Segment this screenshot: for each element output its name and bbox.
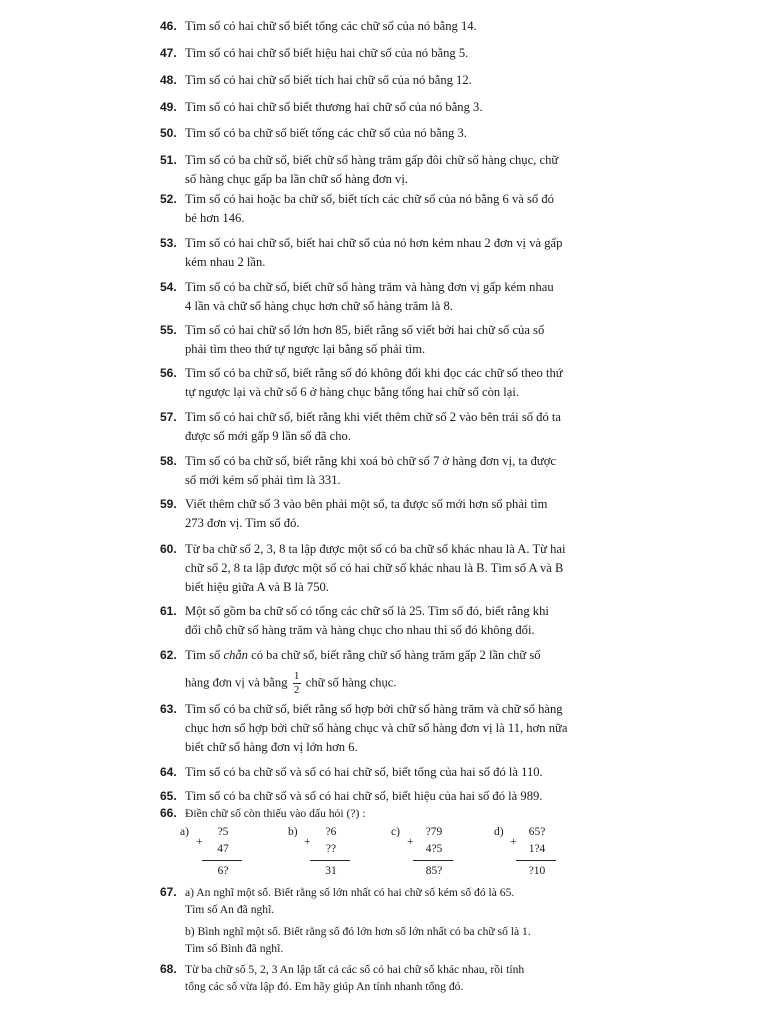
problem-text xyxy=(185,408,615,446)
problem-60 xyxy=(160,540,615,597)
sum-line xyxy=(310,860,350,861)
sum-result: ?10 xyxy=(528,865,546,877)
text-line: tổng các số vừa lập đó. Em hãy giúp An tính nhanh tổng đó. xyxy=(185,980,464,993)
problem-text: Tìm số có hai chữ số biết thương hai chữ số của nó bằng 3. xyxy=(185,100,483,114)
problem-text xyxy=(185,961,615,995)
addend-top: ?5 xyxy=(217,826,229,838)
text-line: Tìm số có ba chữ số, biết rằng số hợp bởi chữ số hàng trăm và chữ số hàng xyxy=(185,702,563,716)
problem-number: 53. xyxy=(160,236,177,250)
problem-text xyxy=(185,278,615,316)
sum-line xyxy=(202,860,242,861)
text-line: biết hiệu giữa A và B là 750. xyxy=(185,580,329,594)
problem-55 xyxy=(160,321,615,359)
problem-text: Tìm số có ba chữ số và số có hai chữ số, biết hiệu của hai số đó là 989. xyxy=(185,789,543,803)
problem-61 xyxy=(160,602,615,640)
text-line: Tìm số có hai chữ số, biết hai chữ số của nó hơn kém nhau 2 đơn vị và gấp xyxy=(185,236,563,250)
text-line xyxy=(185,671,615,696)
text-line: được số mới gấp 9 lần số đã cho. xyxy=(185,429,351,443)
problem-number: 64. xyxy=(160,765,177,779)
text-line: tự ngược lại và chữ số 6 ở hàng chục bằng tổng hai chữ số còn lại. xyxy=(185,385,520,399)
problem-63 xyxy=(160,700,615,757)
text-line xyxy=(185,646,615,665)
sum-line xyxy=(516,860,556,861)
problem-text: Tìm số có hai chữ số biết tổng các chữ số của nó bằng 14. xyxy=(185,19,477,33)
addition-a xyxy=(180,826,300,882)
text-line: 4 lần và chữ số hàng chục hơn chữ số hàng trăm là 8. xyxy=(185,299,453,313)
problem-number: 46. xyxy=(160,19,177,33)
problem-number: 50. xyxy=(160,126,177,140)
fraction xyxy=(293,671,301,696)
text-line: kém nhau 2 lần. xyxy=(185,255,266,269)
text-line: số hàng chục gấp ba lần chữ số hàng đơn vị. xyxy=(185,172,408,186)
problem-46 xyxy=(160,17,615,36)
text-segment: Tìm số xyxy=(185,648,224,662)
problem-text: Điền chữ số còn thiếu vào dấu hỏi (?) : xyxy=(185,807,366,820)
text-line: Tìm số có hai chữ số lớn hơn 85, biết rằng số viết bởi hai chữ số của số xyxy=(185,323,545,337)
addend-top: 65? xyxy=(528,826,546,838)
text-line: Tìm số có ba chữ số, biết chữ số hàng trăm gấp đôi chữ số hàng chục, chữ xyxy=(185,153,559,167)
problem-text: Tìm số có hai chữ số biết hiệu hai chữ số của nó bằng 5. xyxy=(185,46,469,60)
problem-number: 56. xyxy=(160,366,177,380)
problem-number: 48. xyxy=(160,73,177,87)
text-line: biết chữ số hàng đơn vị lớn hơn 6. xyxy=(185,740,358,754)
sum-result: 31 xyxy=(325,865,337,877)
addend-top: ?79 xyxy=(425,826,443,838)
problem-number: 57. xyxy=(160,410,177,424)
addend-bottom: 4?5 xyxy=(425,843,443,855)
text-line: Tìm số có hai hoặc ba chữ số, biết tích các chữ số của nó bằng 6 và số đó xyxy=(185,192,554,206)
problem-58 xyxy=(160,452,615,490)
addition-c xyxy=(391,826,511,882)
sum-result: 6? xyxy=(217,865,229,877)
plus-sign: + xyxy=(510,836,517,848)
problem-number: 62. xyxy=(160,648,177,662)
text-line: Tìm số Bình đã nghĩ. xyxy=(185,942,284,955)
problem-49 xyxy=(160,98,615,117)
problem-64 xyxy=(160,763,615,782)
plus-sign: + xyxy=(407,836,414,848)
problem-text xyxy=(185,151,615,189)
problem-text xyxy=(185,321,615,359)
problem-number: 49. xyxy=(160,100,177,114)
sum-line xyxy=(413,860,453,861)
problem-54 xyxy=(160,278,615,316)
text-segment: có ba chữ số, biết rằng chữ số hàng trăm gấp 2 lần chữ số xyxy=(247,648,541,662)
problem-number: 66. xyxy=(160,806,177,820)
problem-number: 65. xyxy=(160,789,177,803)
addition-d xyxy=(494,826,614,882)
problem-50 xyxy=(160,124,615,143)
addend-bottom: 1?4 xyxy=(528,843,546,855)
text-line: a) An nghĩ một số. Biết rằng số lớn nhất có hai chữ số kém số đó là 65. xyxy=(185,886,515,899)
problem-text xyxy=(185,234,615,272)
problem-66 xyxy=(160,805,615,822)
problem-57 xyxy=(160,408,615,446)
text-line: phải tìm theo thứ tự ngược lại bằng số phải tìm. xyxy=(185,342,426,356)
text-line: Tìm số có hai chữ số, biết rằng khi viết thêm chữ số 2 vào bên trái số đó ta xyxy=(185,410,561,424)
problem-53 xyxy=(160,234,615,272)
plus-sign: + xyxy=(196,836,203,848)
fraction-denominator: 2 xyxy=(293,684,300,696)
text-line: bé hơn 146. xyxy=(185,211,245,225)
problem-text xyxy=(185,700,615,757)
problem-text: Tìm số có hai chữ số biết tích hai chữ số của nó bằng 12. xyxy=(185,73,472,87)
addition-b xyxy=(288,826,408,882)
problem-number: 63. xyxy=(160,702,177,716)
problem-text xyxy=(185,495,615,533)
addend-bottom: 47 xyxy=(217,843,229,855)
problem-47 xyxy=(160,44,615,63)
text-line: Tìm số có ba chữ số, biết chữ số hàng trăm và hàng đơn vị gấp kém nhau xyxy=(185,280,554,294)
problem-text xyxy=(185,646,615,696)
addend-bottom: ?? xyxy=(325,843,337,855)
text-line: số mới kém số phải tìm là 331. xyxy=(185,473,341,487)
plus-sign: + xyxy=(304,836,311,848)
addend-top: ?6 xyxy=(325,826,337,838)
text-line: b) Bình nghĩ một số. Biết rằng số đó lớn hơn số lớn nhất có ba chữ số là 1. xyxy=(185,925,531,938)
text-line: đổi chỗ chữ số hàng trăm và hàng chục cho nhau thì số đó không đổi. xyxy=(185,623,535,637)
problem-56 xyxy=(160,364,615,402)
problem-text xyxy=(185,452,615,490)
problem-number: 52. xyxy=(160,192,177,206)
problem-text xyxy=(185,602,615,640)
addition-label: d) xyxy=(494,826,504,838)
addition-label: b) xyxy=(288,826,298,838)
problem-text xyxy=(185,190,615,228)
problem-65 xyxy=(160,787,615,806)
problem-number: 51. xyxy=(160,153,177,167)
text-segment: chữ số hàng chục. xyxy=(302,675,397,690)
problem-number: 58. xyxy=(160,454,177,468)
addition-label: a) xyxy=(180,826,189,838)
problem-number: 67. xyxy=(160,885,177,899)
problem-number: 55. xyxy=(160,323,177,337)
problem-number: 61. xyxy=(160,604,177,618)
text-line: chữ số 2, 8 ta lập được một số có hai chữ số khác nhau là B. Tìm số A và B xyxy=(185,561,564,575)
fraction-numerator: 1 xyxy=(293,670,300,682)
problem-59 xyxy=(160,495,615,533)
problem-number: 68. xyxy=(160,962,177,976)
problem-62 xyxy=(160,646,615,696)
addition-label: c) xyxy=(391,826,400,838)
problem-number: 59. xyxy=(160,497,177,511)
problem-52 xyxy=(160,190,615,228)
problem-text xyxy=(185,540,615,597)
problem-text xyxy=(185,884,615,957)
italic-word: chẵn xyxy=(223,648,248,662)
problem-text xyxy=(185,364,615,402)
text-line: Tìm số An đã nghĩ. xyxy=(185,903,275,916)
text-line: Từ ba chữ số 5, 2, 3 An lập tất cả các số có hai chữ số khác nhau, rồi tính xyxy=(185,963,525,976)
text-segment: hàng đơn vị và bằng xyxy=(185,675,291,690)
problem-number: 60. xyxy=(160,542,177,556)
problem-text: Tìm số có ba chữ số và số có hai chữ số, biết tổng của hai số đó là 110. xyxy=(185,765,543,779)
text-line: chục hơn số hợp bởi chữ số hàng chục và chữ số hàng đơn vị là 11, hơn nữa xyxy=(185,721,568,735)
problem-number: 47. xyxy=(160,46,177,60)
problem-67 xyxy=(160,884,615,957)
problem-number: 54. xyxy=(160,280,177,294)
problem-51 xyxy=(160,151,615,189)
text-line: Viết thêm chữ số 3 vào bên phải một số, ta được số mới hơn số phải tìm xyxy=(185,497,548,511)
text-line: Tìm số có ba chữ số, biết rằng khi xoá bỏ chữ số 7 ở hàng đơn vị, ta được xyxy=(185,454,556,468)
text-line: Tìm số có ba chữ số, biết rằng số đó không đổi khi đọc các chữ số theo thứ xyxy=(185,366,563,380)
sum-result: 85? xyxy=(425,865,443,877)
problem-text: Tìm số có ba chữ số biết tổng các chữ số của nó bằng 3. xyxy=(185,126,467,140)
problem-48 xyxy=(160,71,615,90)
text-line: Một số gồm ba chữ số có tổng các chữ số là 25. Tìm số đó, biết rằng khi xyxy=(185,604,549,618)
text-line: Từ ba chữ số 2, 3, 8 ta lập được một số có ba chữ số khác nhau là A. Từ hai xyxy=(185,542,566,556)
text-line: 273 đơn vị. Tìm số đó. xyxy=(185,516,300,530)
problem-68 xyxy=(160,961,615,995)
